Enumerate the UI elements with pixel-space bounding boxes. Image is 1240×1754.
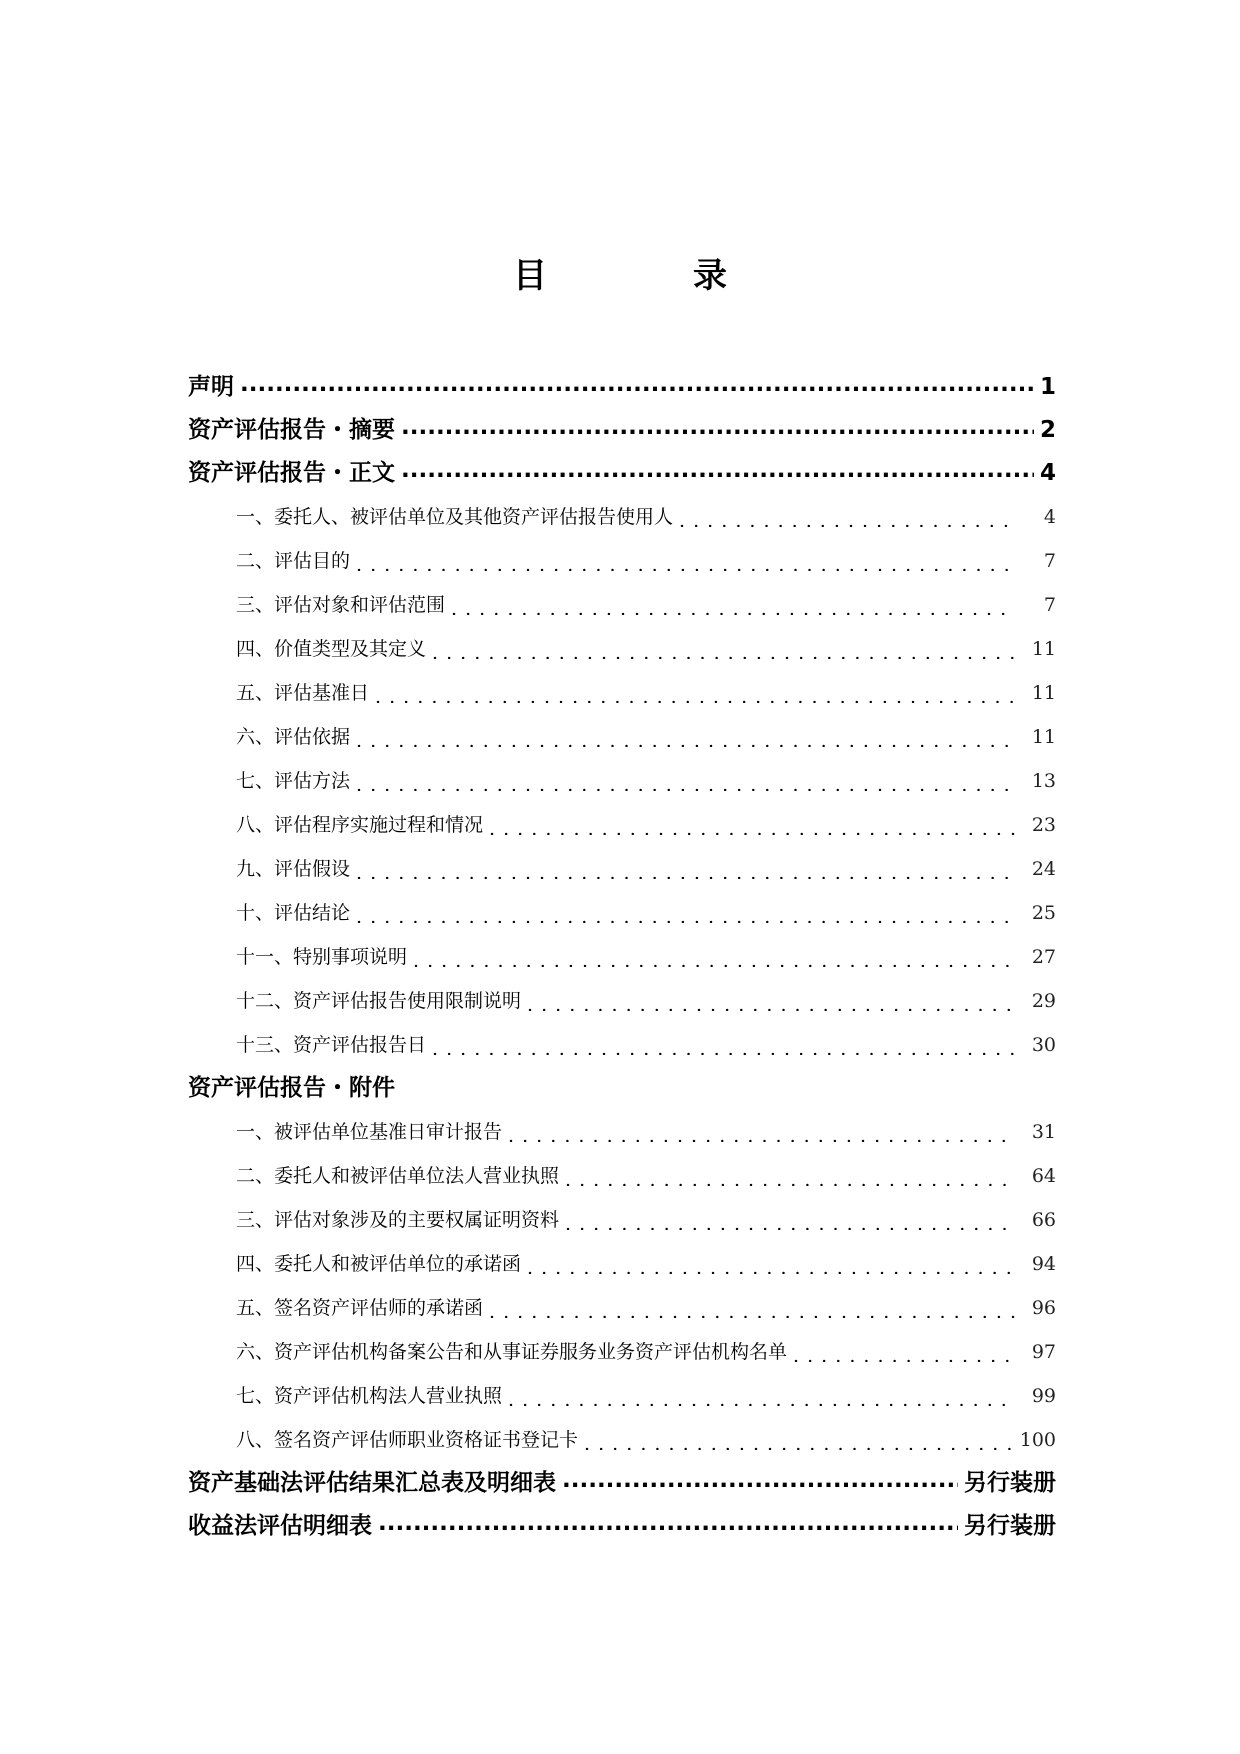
toc-entry-label: 六、评估依据 — [236, 726, 351, 748]
toc-page-number: 11 — [1031, 638, 1056, 660]
toc-subsection-entry[interactable] — [188, 803, 1056, 847]
toc-dot-leader — [679, 508, 1016, 527]
toc-subsection-entry[interactable] — [188, 671, 1056, 715]
toc-entry-label: 四、委托人和被评估单位的承诺函 — [236, 1253, 522, 1275]
toc-dot-leader — [489, 1299, 1016, 1318]
toc-page-number: 13 — [1031, 770, 1056, 792]
toc-dot-leader — [378, 1515, 958, 1538]
toc-entry-label: 八、签名资产评估师职业资格证书登记卡 — [236, 1429, 579, 1451]
toc-entry-label: 十一、特别事项说明 — [236, 946, 408, 968]
toc-entry-label: 六、资产评估机构备案公告和从事证券服务业务资产评估机构名单 — [236, 1341, 788, 1363]
toc-dot-leader — [356, 860, 1016, 879]
toc-subsection-entry[interactable] — [188, 539, 1056, 583]
toc-page-number: 11 — [1031, 726, 1056, 748]
toc-entry-label: 资产基础法评估结果汇总表及明细表 — [188, 1470, 556, 1496]
toc-page-number: 1 — [1039, 374, 1056, 400]
toc-dot-leader — [401, 419, 1034, 442]
toc-section-entry[interactable] — [188, 1462, 1056, 1505]
toc-dot-leader — [356, 904, 1016, 923]
toc-dot-leader — [527, 992, 1016, 1011]
toc-dot-leader — [356, 552, 1016, 571]
toc-subsection-entry[interactable] — [188, 979, 1056, 1023]
toc-dot-leader — [356, 772, 1016, 791]
toc-subsection-entry[interactable] — [188, 715, 1056, 759]
toc-section-entry[interactable] — [188, 1067, 1056, 1110]
toc-dot-leader — [508, 1123, 1016, 1142]
toc-dot-leader — [375, 684, 1016, 703]
toc-entry-label: 声明 — [188, 374, 234, 400]
toc-subsection-entry[interactable] — [188, 1330, 1056, 1374]
toc-entry-label: 一、被评估单位基准日审计报告 — [236, 1121, 503, 1143]
toc-entry-label: 二、评估目的 — [236, 550, 351, 572]
toc-page-number: 96 — [1031, 1297, 1056, 1319]
toc-dot-leader — [565, 1211, 1016, 1230]
toc-dot-leader — [584, 1431, 1014, 1450]
toc-subsection-entry[interactable] — [188, 1154, 1056, 1198]
toc-dot-leader — [240, 376, 1034, 399]
toc-page-number: 29 — [1031, 990, 1056, 1012]
toc-subsection-entry[interactable] — [188, 1374, 1056, 1418]
toc-subsection-entry[interactable] — [188, 935, 1056, 979]
toc-dot-leader — [401, 462, 1034, 485]
toc-page-number: 2 — [1039, 417, 1056, 443]
toc-entry-label: 四、价值类型及其定义 — [236, 638, 427, 660]
toc-page-number: 另行装册 — [964, 1470, 1056, 1496]
toc-entry-label: 八、评估程序实施过程和情况 — [236, 814, 484, 836]
toc-page-number: 100 — [1019, 1429, 1056, 1451]
toc-subsection-entry[interactable] — [188, 891, 1056, 935]
toc-entry-label: 九、评估假设 — [236, 858, 351, 880]
toc-subsection-entry[interactable] — [188, 847, 1056, 891]
toc-dot-leader — [508, 1387, 1016, 1406]
toc-dot-leader — [413, 948, 1016, 967]
toc-subsection-entry[interactable] — [188, 1110, 1056, 1154]
toc-entry-label: 十三、资产评估报告日 — [236, 1034, 427, 1056]
toc-section-entry[interactable] — [188, 366, 1056, 409]
toc-subsection-entry[interactable] — [188, 495, 1056, 539]
toc-dot-leader — [356, 728, 1016, 747]
toc-entry-label: 五、签名资产评估师的承诺函 — [236, 1297, 484, 1319]
toc-page-number: 另行装册 — [964, 1513, 1056, 1539]
toc-entry-label: 资产评估报告・正文 — [188, 460, 395, 486]
toc-subsection-entry[interactable] — [188, 627, 1056, 671]
toc-subsection-entry[interactable] — [188, 1023, 1056, 1067]
toc-page-number: 25 — [1031, 902, 1056, 924]
toc-entry-label: 三、评估对象涉及的主要权属证明资料 — [236, 1209, 560, 1231]
toc-page-number: 97 — [1031, 1341, 1056, 1363]
toc-dot-leader — [565, 1167, 1016, 1186]
toc-dot-leader — [451, 596, 1016, 615]
toc-section-entry[interactable] — [188, 409, 1056, 452]
toc-page-number: 27 — [1031, 946, 1056, 968]
toc-page-number: 31 — [1031, 1121, 1056, 1143]
toc-subsection-entry[interactable] — [188, 1286, 1056, 1330]
toc-section-entry[interactable] — [188, 1505, 1056, 1548]
toc-page-number: 30 — [1031, 1034, 1056, 1056]
toc-dot-leader — [562, 1472, 958, 1495]
toc-entry-label: 二、委托人和被评估单位法人营业执照 — [236, 1165, 560, 1187]
toc-entry-label: 一、委托人、被评估单位及其他资产评估报告使用人 — [236, 506, 674, 528]
toc-entry-label: 七、资产评估机构法人营业执照 — [236, 1385, 503, 1407]
toc-dot-leader — [432, 640, 1016, 659]
toc-section-entry[interactable] — [188, 452, 1056, 495]
toc-subsection-entry[interactable] — [188, 1418, 1056, 1462]
toc-page-number: 4 — [1043, 506, 1056, 528]
toc-page-number: 7 — [1043, 550, 1056, 572]
toc-entry-label: 资产评估报告・摘要 — [188, 417, 395, 443]
toc-page-number: 7 — [1043, 594, 1056, 616]
toc-page-number: 24 — [1031, 858, 1056, 880]
toc-dot-leader — [432, 1036, 1016, 1055]
toc-page-number: 4 — [1039, 460, 1056, 486]
toc-entry-label: 七、评估方法 — [236, 770, 351, 792]
toc-subsection-entry[interactable] — [188, 1198, 1056, 1242]
toc-entry-label: 十二、资产评估报告使用限制说明 — [236, 990, 522, 1012]
toc-dot-leader — [793, 1343, 1016, 1362]
table-of-contents — [188, 366, 1056, 1548]
toc-dot-leader — [489, 816, 1016, 835]
toc-page-number: 94 — [1031, 1253, 1056, 1275]
toc-page-number: 66 — [1031, 1209, 1056, 1231]
toc-entry-label: 五、评估基准日 — [236, 682, 370, 704]
toc-entry-label: 三、评估对象和评估范围 — [236, 594, 446, 616]
toc-page-number: 23 — [1031, 814, 1056, 836]
page-title: 目 录 — [513, 256, 783, 296]
toc-entry-label: 收益法评估明细表 — [188, 1513, 372, 1539]
toc-subsection-entry[interactable] — [188, 1242, 1056, 1286]
toc-subsection-entry[interactable] — [188, 583, 1056, 627]
toc-entry-label: 资产评估报告・附件 — [188, 1075, 395, 1101]
toc-page-number: 11 — [1031, 682, 1056, 704]
toc-entry-label: 十、评估结论 — [236, 902, 351, 924]
toc-page-number: 99 — [1031, 1385, 1056, 1407]
toc-page-number: 64 — [1031, 1165, 1056, 1187]
toc-dot-leader — [527, 1255, 1016, 1274]
toc-subsection-entry[interactable] — [188, 759, 1056, 803]
